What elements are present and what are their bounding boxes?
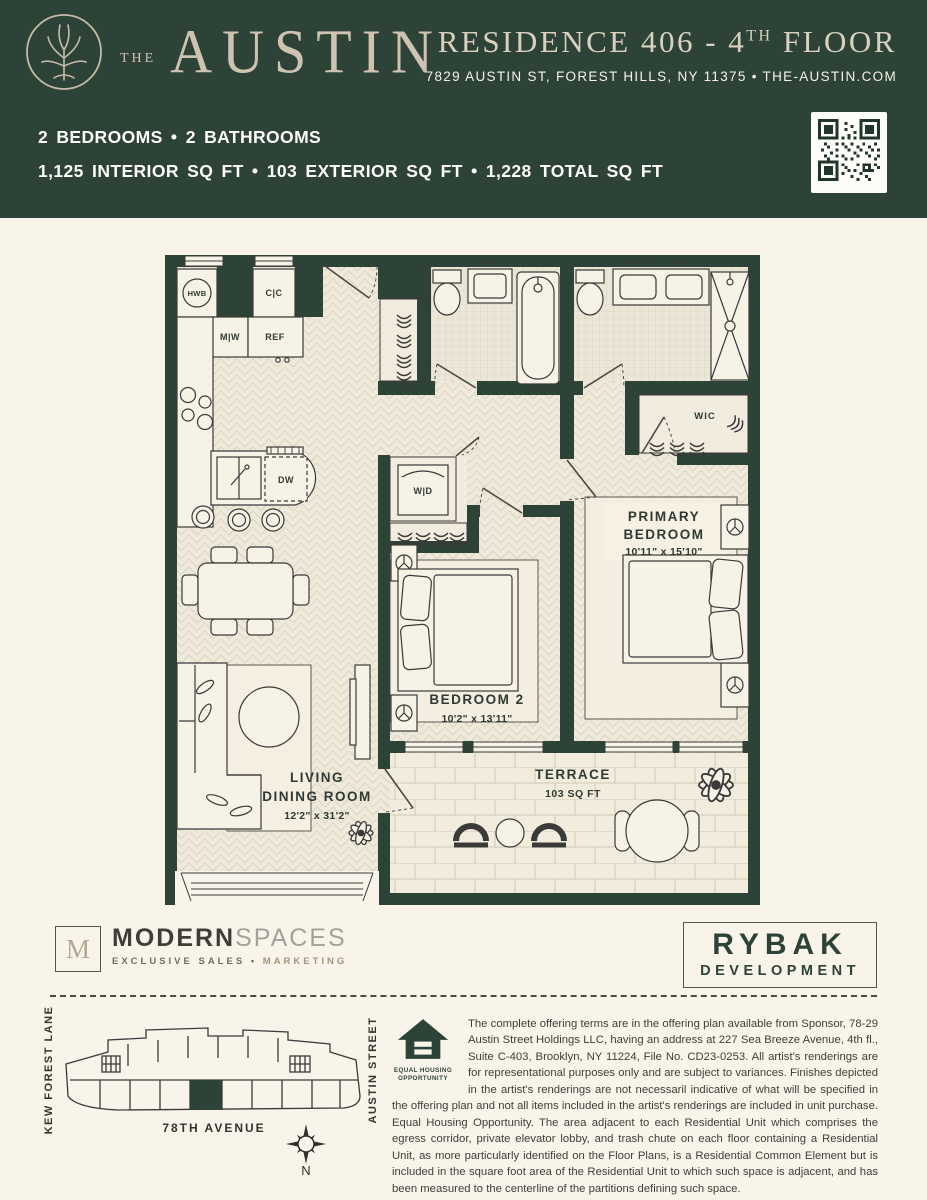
stats-line-2: 1,125 INTERIOR SQ FT • 103 EXTERIOR SQ FT • 1,228 TOTAL SQ FT [38, 161, 664, 182]
primary-label-1: PRIMARY [627, 509, 701, 524]
rybak-sub: DEVELOPMENT [700, 963, 860, 979]
brand-the: THE [120, 51, 157, 66]
mw-label: M|W [219, 332, 241, 342]
living-label-2: DINING ROOM [262, 789, 372, 804]
rybak-name: RYBAK [712, 928, 848, 961]
address-line: 7829 AUSTIN ST, FOREST HILLS, NY 11375 • THE-AUSTIN.COM [425, 69, 897, 84]
primary-dims: 10'11" x 15'10" [625, 546, 703, 558]
rybak-logo [683, 922, 877, 988]
unit-location-marker [190, 1080, 222, 1110]
header-band [0, 0, 927, 218]
side-table [496, 819, 524, 847]
modern-spaces-monogram: M [55, 926, 101, 972]
coffee-table [239, 687, 299, 747]
stats-line-1: 2 BEDROOMS • 2 BATHROOMS [38, 127, 322, 147]
terrace-label: TERRACE [535, 767, 611, 782]
primary-label-2: BEDROOM [623, 527, 705, 542]
dining-table [198, 563, 293, 619]
ref-label: REF [265, 332, 285, 342]
floor-plan [165, 255, 760, 910]
toilet [577, 283, 603, 315]
street-right-label: AUSTIN STREET [367, 1016, 379, 1124]
compass-n-label: N [301, 1163, 311, 1176]
modern-spaces-logo: M MODERNSPACES EXCLUSIVE SALES • MARKETING [55, 926, 347, 972]
tree-logo-icon [22, 10, 106, 94]
brand-name: AUSTIN [170, 16, 443, 87]
equal-housing-logo: EQUAL HOUSING OPPORTUNITY [392, 1018, 454, 1083]
modern-spaces-light: SPACES [235, 924, 347, 952]
bedroom2-label: BEDROOM 2 [429, 692, 525, 707]
bedroom2-dims: 10'2" x 13'11" [441, 713, 513, 725]
dw-label: DW [278, 475, 294, 485]
kitchen-counter [177, 317, 213, 527]
hwb-label: HWB [187, 289, 207, 298]
residence-title: RESIDENCE 406 - 4TH FLOOR [437, 24, 897, 59]
compass-rose-icon [286, 1124, 326, 1164]
cc-label: C|C [265, 288, 283, 298]
outdoor-table [626, 800, 688, 862]
residence-block [426, 24, 897, 84]
dashed-separator [50, 995, 877, 997]
brand-logo [22, 10, 443, 94]
modern-spaces-bold: MODERN [112, 924, 236, 952]
site-map [38, 1004, 390, 1181]
wd-label: W|D [413, 486, 433, 496]
terrace-area: 103 SQ FT [545, 788, 601, 800]
wic-label: WIC [694, 411, 716, 422]
toilet [434, 283, 460, 315]
living-label-1: LIVING [289, 770, 345, 785]
disclaimer-text: The complete offering terms are in the offering plan available from Sponsor, 78-29 Austin Street Holdings LLC, having an address at 227 Sea Breeze Avenue, 4th fl., Suite C-403, Brooklyn, NY 11224, File No. CD23-0253. All artist's renderings are for representational purposes only and are subject to variances. Finishes depicted in the artist's renderings are not necessaril indicative of what will be specified in the offering plan and not all items included in the artist's renderings are included in unit purchase. Equal Housing Opportunity. The area adjacent to each Residential Unit which comprises the egress corridor, private elevator lobby, and trash chute on each floor containing a Residential Unit, as more particularly identified on the Floor Plans, is a Residential Common Element but is included in the square foot area of the Residential Unit to which such space is adjacent, and has been measured to the centerline of the partitions defining such space. [392, 1018, 878, 1195]
unit-stats [38, 120, 663, 188]
equal-housing-icon [397, 1018, 449, 1060]
street-left-label: KEW FOREST LANE [43, 1005, 55, 1135]
living-dims: 12'2" x 31'2" [284, 810, 350, 822]
tv-console [355, 665, 370, 759]
legal-block [392, 1016, 878, 1197]
street-bottom-label: 78TH AVENUE [162, 1121, 266, 1135]
qr-code [811, 112, 887, 193]
